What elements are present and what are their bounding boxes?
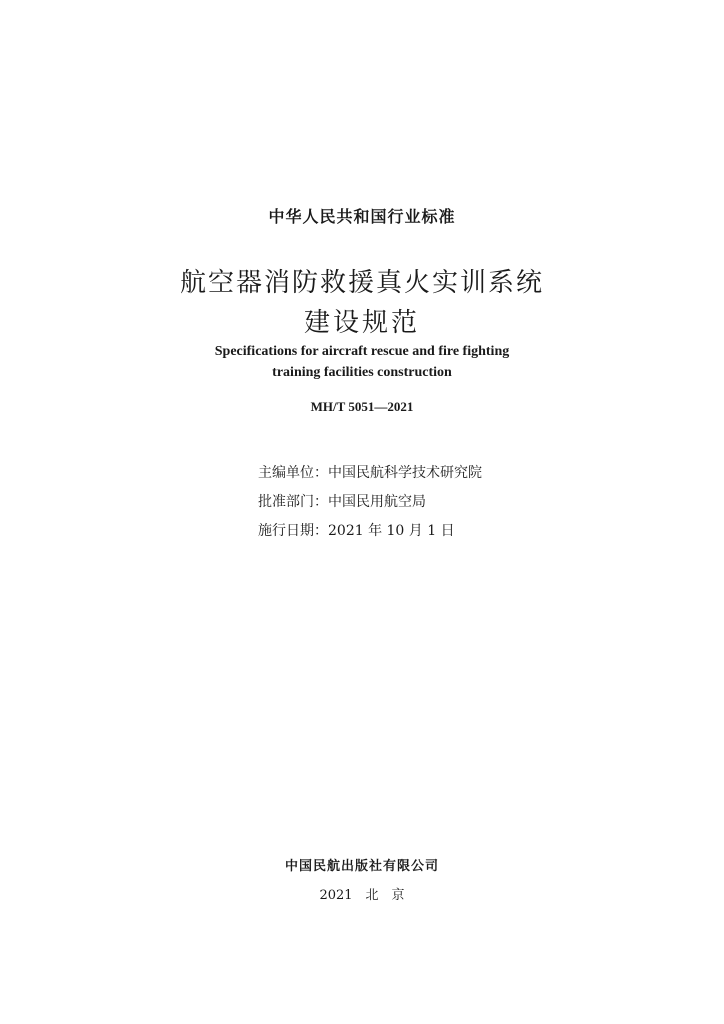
approver-value: 中国民用航空局 xyxy=(328,494,426,510)
document-title-line2: 建设规范 xyxy=(303,308,420,338)
standard-code: MH/T 5051—2021 xyxy=(310,399,414,414)
effective-date-row xyxy=(258,520,455,540)
compiler-value: 中国民航科学技术研究院 xyxy=(328,465,482,481)
english-title-line2: training facilities construction xyxy=(272,365,452,380)
compiler-label: 主编单位： xyxy=(258,465,328,481)
standard-category: 中华人民共和国行业标准 xyxy=(268,207,456,226)
approver-row xyxy=(258,491,426,511)
publication-year-place: 2021 北 京 xyxy=(319,888,405,903)
english-title-line1: Specifications for aircraft rescue and fire fighting xyxy=(214,344,510,359)
compiler-row xyxy=(258,462,482,482)
publisher-name: 中国民航出版社有限公司 xyxy=(284,859,439,874)
document-title-line1: 航空器消防救援真火实训系统 xyxy=(179,268,544,298)
effective-date-label: 施行日期： xyxy=(258,523,328,539)
approver-label: 批准部门： xyxy=(258,494,328,510)
effective-date-value: 2021 年 10 月 1 日 xyxy=(328,523,455,539)
